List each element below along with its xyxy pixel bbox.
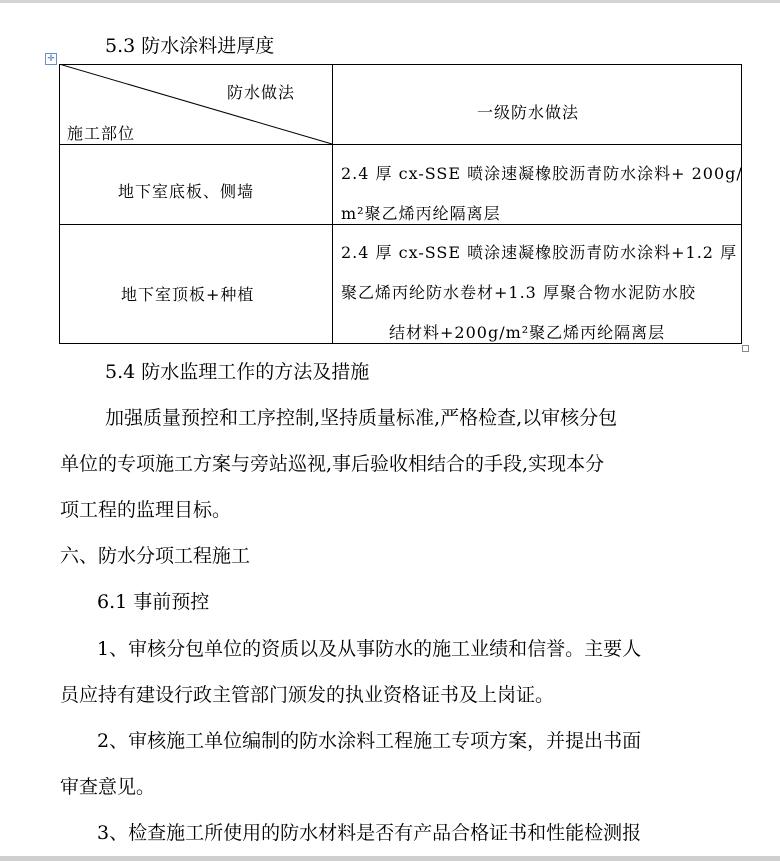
section-5-3-heading: 5.3 防水涂料进厚度 xyxy=(105,35,275,57)
section-5-4-para-line-3: 项工程的监理目标。 xyxy=(60,499,232,521)
top-border xyxy=(0,0,780,3)
row-1-location: 地下室底板、侧墙 xyxy=(118,182,255,201)
row-2-method-line-1: 2.4 厚 cx-SSE 喷涂速凝橡胶沥青防水涂料+1.2 厚 xyxy=(341,243,738,262)
header-column-2: 一级防水做法 xyxy=(477,103,580,122)
item-2-line-2: 审查意见。 xyxy=(60,776,156,798)
table-resize-handle[interactable] xyxy=(742,345,749,352)
row-2-location: 地下室顶板+种植 xyxy=(121,285,255,304)
section-6-1-heading: 6.1 事前预控 xyxy=(97,591,210,613)
item-1-line-1: 1、审核分包单位的资质以及从事防水的施工业绩和信誉。主要人 xyxy=(97,638,642,660)
row-2-method-line-2: 聚乙烯丙纶防水卷材+1.3 厚聚合物水泥防水胶 xyxy=(341,283,696,302)
section-5-4-heading: 5.4 防水监理工作的方法及措施 xyxy=(105,361,370,383)
header-diagonal-top-label: 防水做法 xyxy=(227,83,296,102)
section-6-heading: 六、防水分项工程施工 xyxy=(60,545,251,567)
row-1-method-line-2: m²聚乙烯丙纶隔离层 xyxy=(341,204,501,223)
header-diagonal-bottom-label: 施工部位 xyxy=(67,124,136,143)
bottom-border xyxy=(0,856,780,861)
item-2-line-1: 2、审核施工单位编制的防水涂料工程施工专项方案，并提出书面 xyxy=(97,730,642,752)
item-3-line-1: 3、检查施工所使用的防水材料是否有产品合格证书和性能检测报 xyxy=(97,822,642,844)
section-5-4-para-line-1: 加强质量预控和工序控制,坚持质量标准,严格检查,以审核分包 xyxy=(105,407,618,429)
row-1-method-line-1: 2.4 厚 cx-SSE 喷涂速凝橡胶沥青防水涂料+ 200g/ xyxy=(341,164,743,183)
waterproof-thickness-table xyxy=(59,64,742,344)
item-1-line-2: 员应持有建设行政主管部门颁发的执业资格证书及上岗证。 xyxy=(60,684,555,706)
table-move-handle-icon[interactable]: ✛ xyxy=(45,53,57,65)
section-5-4-para-line-2: 单位的专项施工方案与旁站巡视,事后验收相结合的手段,实现本分 xyxy=(60,453,605,475)
row-2-method-line-3: 结材料+200g/m²聚乙烯丙纶隔离层 xyxy=(389,323,666,342)
